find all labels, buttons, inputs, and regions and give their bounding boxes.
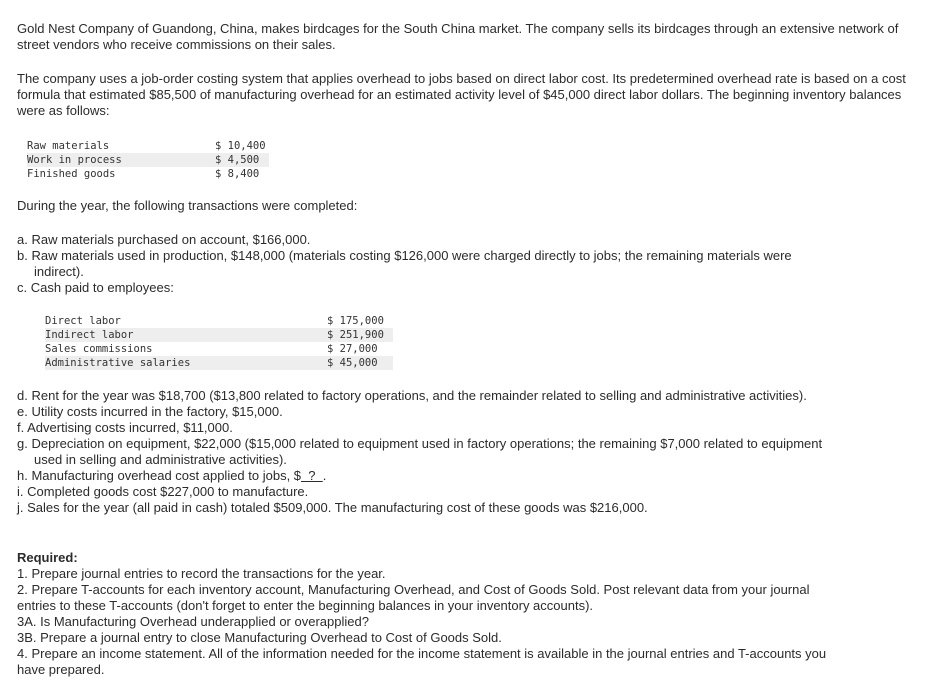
intro-text-1: Gold Nest Company of Guandong, China, makes birdcages for the South China market. The company sells its birdcages through an extensive network of street vendors who receive commissions on their sales. <box>17 21 899 52</box>
transaction-letter: a. <box>17 232 28 247</box>
transaction-item <box>17 404 847 420</box>
intro-text-2: The company uses a job-order costing system that applies overhead to jobs based on direct labor cost. Its predetermined overhead rate is based on a cost formula that estimated $85,500 of manufacturing overhead for an estimated activity level of $45,000 direct labor dollars. The beginning inventory balances were as follows: <box>17 71 906 118</box>
employee-row <box>45 314 393 328</box>
employee-value: $ 175,000 <box>327 314 393 328</box>
required-item: 3A. Is Manufacturing Overhead underapplied or overapplied? <box>17 614 369 629</box>
transaction-text-after: . <box>322 468 327 483</box>
transaction-item <box>17 280 837 296</box>
transaction-item <box>17 468 847 484</box>
inventory-row <box>27 153 269 167</box>
inventory-value: $ 8,400 <box>215 167 269 181</box>
transaction-item <box>17 248 837 280</box>
transaction-letter: h. <box>17 468 28 483</box>
transaction-text: Raw materials purchased on account, $166,000. <box>31 232 311 247</box>
during-text: During the year, the following transactions were completed: <box>17 198 358 213</box>
transaction-text: Completed goods cost $227,000 to manufacture. <box>27 484 309 499</box>
transaction-text: Cash paid to employees: <box>30 280 174 295</box>
inventory-value: $ 10,400 <box>215 139 269 153</box>
required-item: 3B. Prepare a journal entry to close Manufacturing Overhead to Cost of Goods Sold. <box>17 630 502 645</box>
transaction-item <box>17 420 847 436</box>
intro-paragraph-2 <box>17 71 917 119</box>
transaction-letter: e. <box>17 404 28 419</box>
inventory-value: $ 4,500 <box>215 153 269 167</box>
transactions-list-1 <box>17 232 837 296</box>
transaction-item <box>17 484 847 500</box>
transaction-text: Utility costs incurred in the factory, $15,000. <box>31 404 283 419</box>
required-section <box>17 550 837 678</box>
employee-label: Sales commissions <box>45 342 327 356</box>
employee-payments-table <box>45 314 393 370</box>
transaction-item <box>17 500 847 516</box>
employee-row <box>45 356 393 370</box>
during-heading <box>17 198 917 214</box>
employee-value: $ 27,000 <box>327 342 393 356</box>
answer-blank: ? <box>301 468 323 483</box>
employee-label: Direct labor <box>45 314 327 328</box>
inventory-label: Raw materials <box>27 139 215 153</box>
transaction-text: Manufacturing overhead cost applied to jobs, $ <box>31 468 302 483</box>
transaction-letter: f. <box>17 420 25 435</box>
inventory-label: Finished goods <box>27 167 215 181</box>
transaction-text: Raw materials used in production, $148,000 (materials costing $126,000 were charged directly to jobs; the remaining materials were indirect). <box>31 248 792 279</box>
transaction-letter: d. <box>17 388 28 403</box>
employee-row <box>45 342 393 356</box>
transaction-letter: j. <box>17 500 24 515</box>
transaction-letter: g. <box>17 436 28 451</box>
transaction-letter: i. <box>17 484 24 499</box>
transaction-text: Rent for the year was $18,700 ($13,800 related to factory operations, and the remainder related to selling and administrative activities). <box>31 388 807 403</box>
inventory-row <box>27 167 269 181</box>
required-title: Required: <box>17 550 78 565</box>
employee-label: Administrative salaries <box>45 356 327 370</box>
employee-label: Indirect labor <box>45 328 327 342</box>
transaction-item <box>17 232 837 248</box>
transaction-letter: c. <box>17 280 28 295</box>
transaction-text: Depreciation on equipment, $22,000 ($15,000 related to equipment used in factory operations; the remaining $7,000 related to equipment used in selling and administrative activities). <box>31 436 823 467</box>
required-item: 1. Prepare journal entries to record the transactions for the year. <box>17 566 386 581</box>
required-item: 2. Prepare T-accounts for each inventory account, Manufacturing Overhead, and Cost of Goods Sold. Post relevant data from your journal entries to these T-accounts (don't forget to enter the beginning balances in your inventory accounts). <box>17 582 810 613</box>
transactions-list-2 <box>17 388 847 516</box>
employee-value: $ 251,900 <box>327 328 393 342</box>
employee-value: $ 45,000 <box>327 356 393 370</box>
inventory-label: Work in process <box>27 153 215 167</box>
transaction-text: Advertising costs incurred, $11,000. <box>27 420 233 435</box>
transaction-text: Sales for the year (all paid in cash) totaled $509,000. The manufacturing cost of these goods was $216,000. <box>27 500 648 515</box>
required-item: 4. Prepare an income statement. All of the information needed for the income statement is available in the journal entries and T-accounts you have prepared. <box>17 646 827 677</box>
intro-paragraph-1 <box>17 21 917 53</box>
transaction-item <box>17 436 847 468</box>
transaction-item <box>17 388 847 404</box>
inventory-table <box>27 139 269 181</box>
employee-row <box>45 328 393 342</box>
transaction-letter: b. <box>17 248 28 263</box>
inventory-row <box>27 139 269 153</box>
